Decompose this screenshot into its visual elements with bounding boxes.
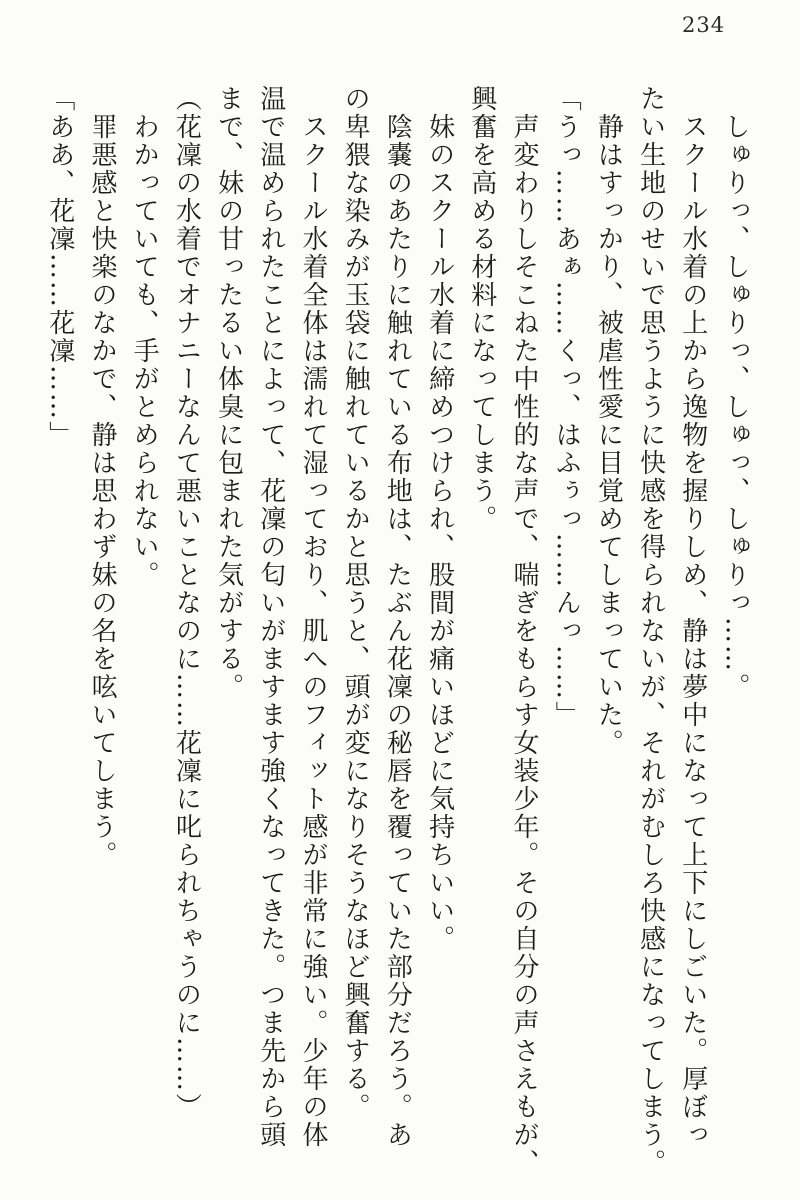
text-column: （花凜の水着でオナニーなんて悪いことなのに……花凜に叱られちゃうのに……） [171, 85, 202, 1121]
text-column: 陰嚢のあたりに触れている布地は、たぶん花凜の秘唇を覆っていた部分だろう。あ [382, 113, 413, 1149]
text-column: わかっていても、手がとめられない。 [129, 113, 160, 589]
text-column: 興奮を高める材料になってしまう。 [466, 85, 497, 533]
page-text [39, 85, 756, 1177]
text-column: たい生地のせいで思うように快感を得られないが、それがむしろ快感になってしまう。 [635, 85, 666, 1177]
text-column: 罪悪感と快楽のなかで、静は思わず妹の名を呟いてしまう。 [86, 113, 117, 869]
text-column: 「ああ、花凜……花凜……」 [44, 85, 75, 449]
text-column: の卑猥な染みが玉袋に触れているかと思うと、頭が変になりそうなほど興奮する。 [340, 85, 371, 1121]
text-column: 声変わりしそこねた中性的な声で、喘ぎをもらす女装少年。その自分の声さえもが、 [508, 113, 539, 1177]
text-column: 妹のスクール水着に締めつけられ、股間が痛いほどに気持ちいい。 [424, 113, 455, 953]
text-column: スクール水着全体は濡れて湿っており、肌へのフィット感が非常に強い。少年の体 [297, 113, 328, 1149]
text-column: 静はすっかり、被虐性愛に目覚めてしまっていた。 [593, 113, 624, 757]
text-column: スクール水着の上から逸物を握りしめ、静は夢中になって上下にしごいた。厚ぼっ [677, 113, 708, 1149]
text-column: 温で温められたことによって、花凜の匂いがますます強くなってきた。つま先から頭 [255, 85, 286, 1149]
page-number: 234 [682, 13, 726, 37]
text-column: まで、妹の甘ったるい体臭に包まれた気がする。 [213, 85, 244, 701]
text-column: しゅりっ、しゅりっ、しゅっ、しゅりっ……。 [720, 113, 750, 701]
text-column: 「うっ……あぁ……くっ、はふぅっ……んっ……」 [551, 85, 582, 729]
